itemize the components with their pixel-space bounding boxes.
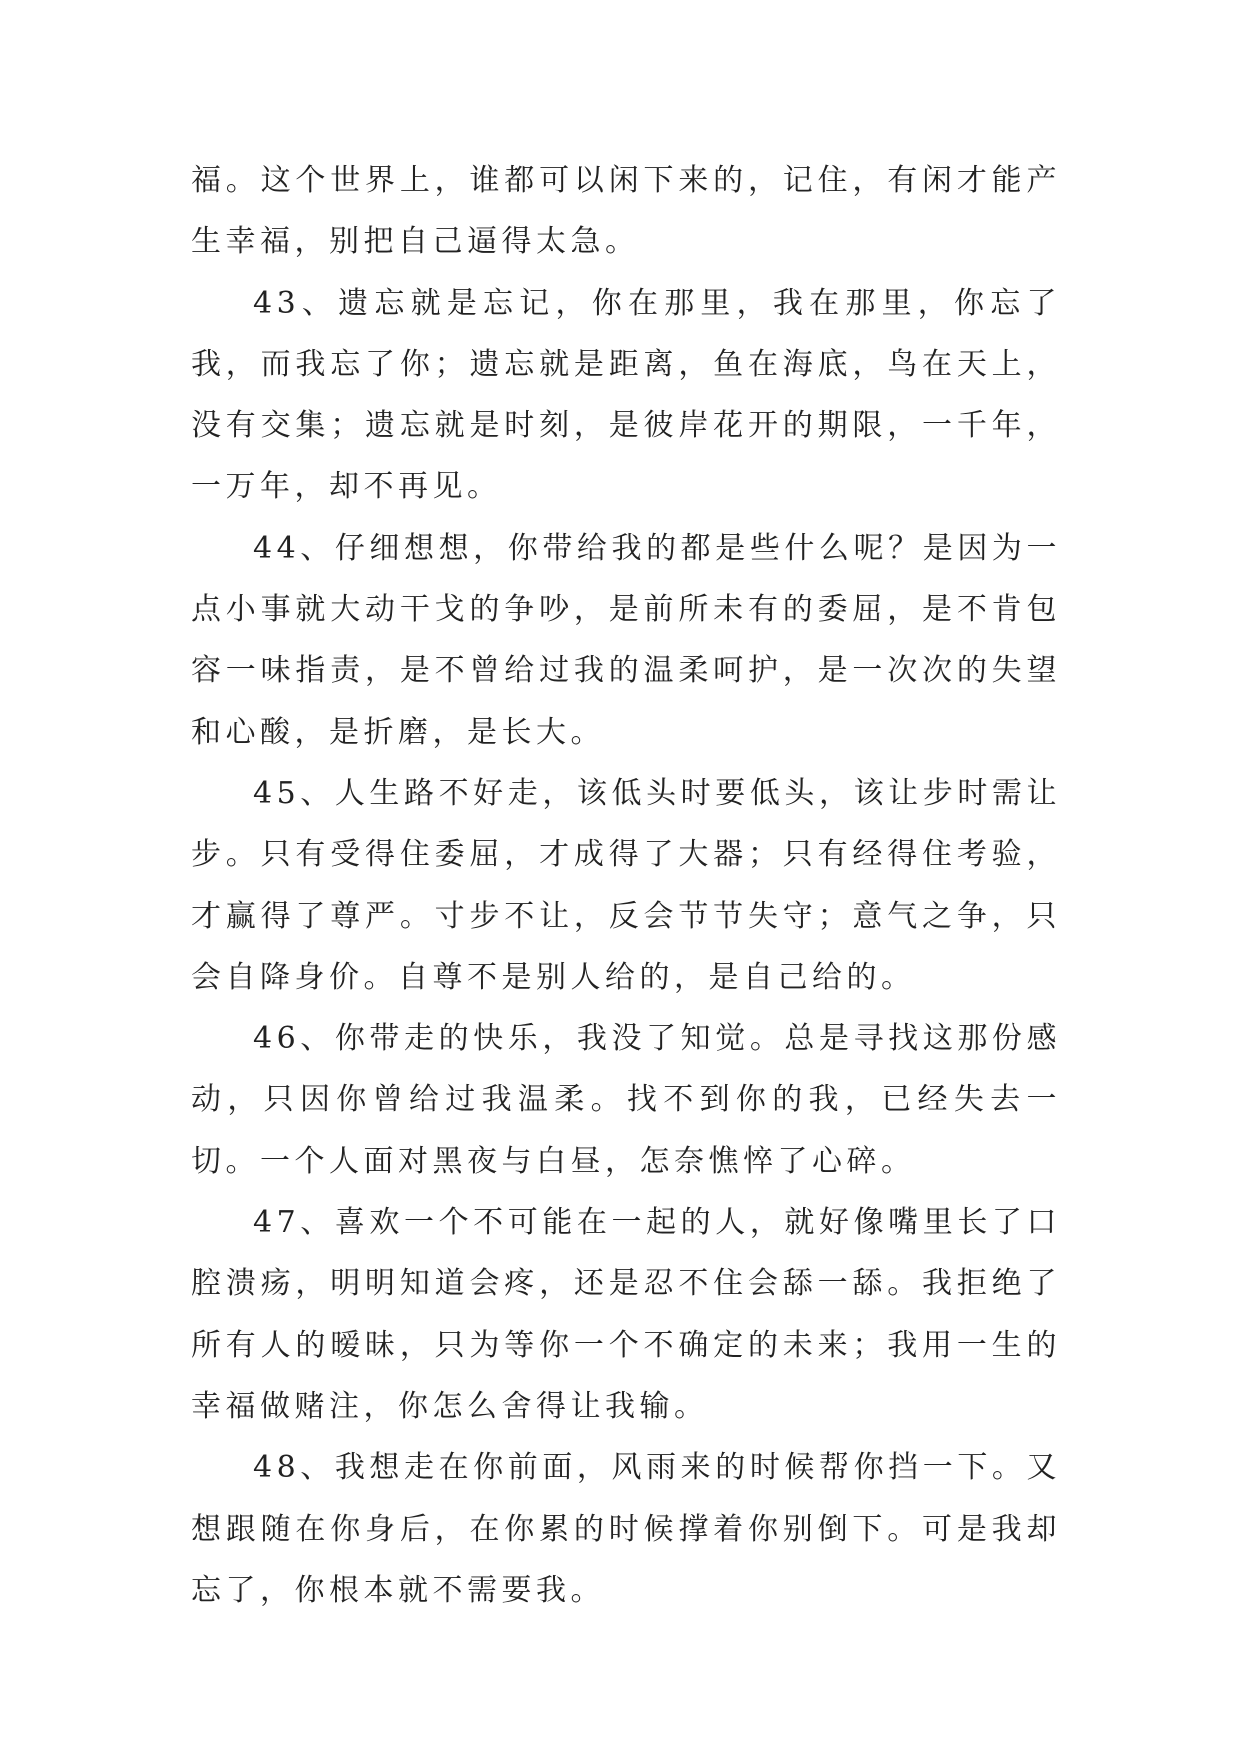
paragraph-43: 43、遗忘就是忘记，你在那里，我在那里，你忘了我，而我忘了你；遗忘就是距离，鱼在海底，鸟在天上，没有交集；遗忘就是时刻，是彼岸花开的期限，一千年，一万年，却不再见。	[191, 285, 1061, 505]
paragraph-46: 46、你带走的快乐，我没了知觉。总是寻找这那份感动，只因你曾给过我温柔。找不到你的我，已经失去一切。一个人面对黑夜与白昼，怎奈憔悴了心碎。	[191, 1021, 1061, 1179]
paragraph-44: 44、仔细想想，你带给我的都是些什么呢？是因为一点小事就大动干戈的争吵，是前所未有的委屈，是不肯包容一味指责，是不曾给过我的温柔呵护，是一次次的失望和心酸，是折磨，是长大。	[191, 530, 1061, 750]
document-body	[191, 150, 1061, 1621]
paragraph-47: 47、喜欢一个不可能在一起的人，就好像嘴里长了口腔溃疡，明明知道会疼，还是忍不住会舔一舔。我拒绝了所有人的暧昧，只为等你一个不确定的未来；我用一生的幸福做赌注，你怎么舍得让我输。	[191, 1205, 1061, 1424]
paragraph-48: 48、我想走在你前面，风雨来的时候帮你挡一下。又想跟随在你身后，在你累的时候撑着你别倒下。可是我却忘了，你根本就不需要我。	[191, 1450, 1061, 1608]
paragraph-continuation: 福。这个世界上，谁都可以闲下来的，记住，有闲才能产生幸福，别把自己逼得太急。	[191, 163, 1061, 260]
paragraph-45: 45、人生路不好走，该低头时要低头，该让步时需让步。只有受得住委屈，才成得了大器；只有经得住考验，才赢得了尊严。寸步不让，反会节节失守；意气之争，只会自降身价。自尊不是别人给的，是自己给的。	[191, 775, 1061, 995]
